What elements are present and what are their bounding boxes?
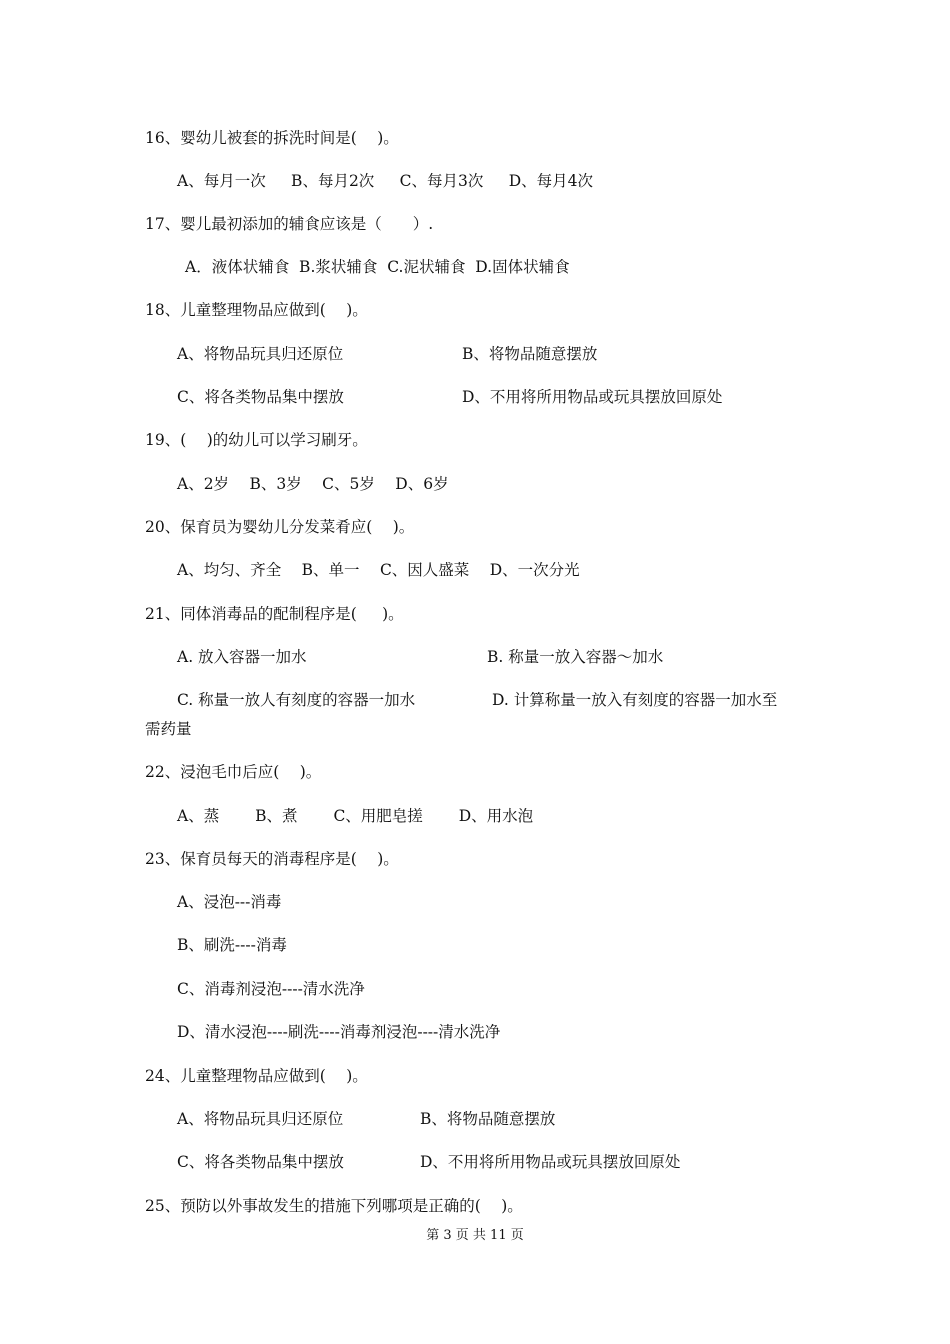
question-23-option-c: C、消毒剂浸泡----清水洗净 — [177, 980, 365, 998]
question-24-option-b: B、将物品随意摆放 — [420, 1110, 556, 1128]
question-17-stem: 17、婴儿最初添加的辅食应该是（ ）. — [145, 215, 434, 233]
question-24-option-d: D、不用将所用物品或玩具摆放回原处 — [420, 1153, 681, 1171]
question-18-option-a: A、将物品玩具归还原位 — [177, 345, 344, 363]
question-23-option-a: A、浸泡---消毒 — [177, 893, 282, 911]
question-21-option-b: B. 称量一放入容器～加水 — [487, 648, 664, 666]
question-18-option-b: B、将物品随意摆放 — [462, 345, 598, 363]
question-22-options: A、蒸 B、煮 C、用肥皂搓 D、用水泡 — [177, 807, 534, 825]
question-21-option-c: C. 称量一放人有刻度的容器一加水 — [177, 691, 416, 709]
question-21-stem: 21、同体消毒品的配制程序是( )。 — [145, 605, 404, 623]
question-19-stem: 19、( )的幼儿可以学习刷牙。 — [145, 431, 368, 449]
question-22-stem: 22、浸泡毛巾后应( )。 — [145, 763, 322, 781]
question-17-options: A．液体状辅食 B.浆状辅食 C.泥状辅食 D.固体状辅食 — [185, 258, 570, 276]
page-number-footer: 第 3 页 共 11 页 — [426, 1228, 524, 1243]
question-20-stem: 20、保育员为婴幼儿分发菜肴应( )。 — [145, 518, 415, 536]
question-21-option-d: D. 计算称量一放入有刻度的容器一加水至 — [492, 691, 778, 709]
question-25-stem: 25、预防以外事故发生的措施下列哪项是正确的( )。 — [145, 1197, 523, 1215]
question-21-option-a: A. 放入容器一加水 — [177, 648, 307, 666]
question-19-options: A、2岁 B、3岁 C、5岁 D、6岁 — [177, 475, 449, 493]
question-24-option-a: A、将物品玩具归还原位 — [177, 1110, 344, 1128]
question-21-option-d-continuation: 需药量 — [145, 720, 192, 738]
question-23-option-d: D、清水浸泡----刷洗----消毒剂浸泡----清水洗净 — [177, 1023, 501, 1041]
question-23-option-b: B、刷洗----消毒 — [177, 936, 287, 954]
question-24-stem: 24、儿童整理物品应做到( )。 — [145, 1067, 368, 1085]
question-18-stem: 18、儿童整理物品应做到( )。 — [145, 301, 368, 319]
question-23-stem: 23、保育员每天的消毒程序是( )。 — [145, 850, 399, 868]
question-24-option-c: C、将各类物品集中摆放 — [177, 1153, 344, 1171]
question-18-option-c: C、将各类物品集中摆放 — [177, 388, 344, 406]
question-20-options: A、均匀、齐全 B、单一 C、因人盛菜 D、一次分光 — [177, 561, 580, 579]
question-16-stem: 16、婴幼儿被套的拆洗时间是( )。 — [145, 129, 399, 147]
question-18-option-d: D、不用将所用物品或玩具摆放回原处 — [462, 388, 723, 406]
question-16-options: A、每月一次 B、每月2次 C、每月3次 D、每月4次 — [177, 172, 594, 190]
